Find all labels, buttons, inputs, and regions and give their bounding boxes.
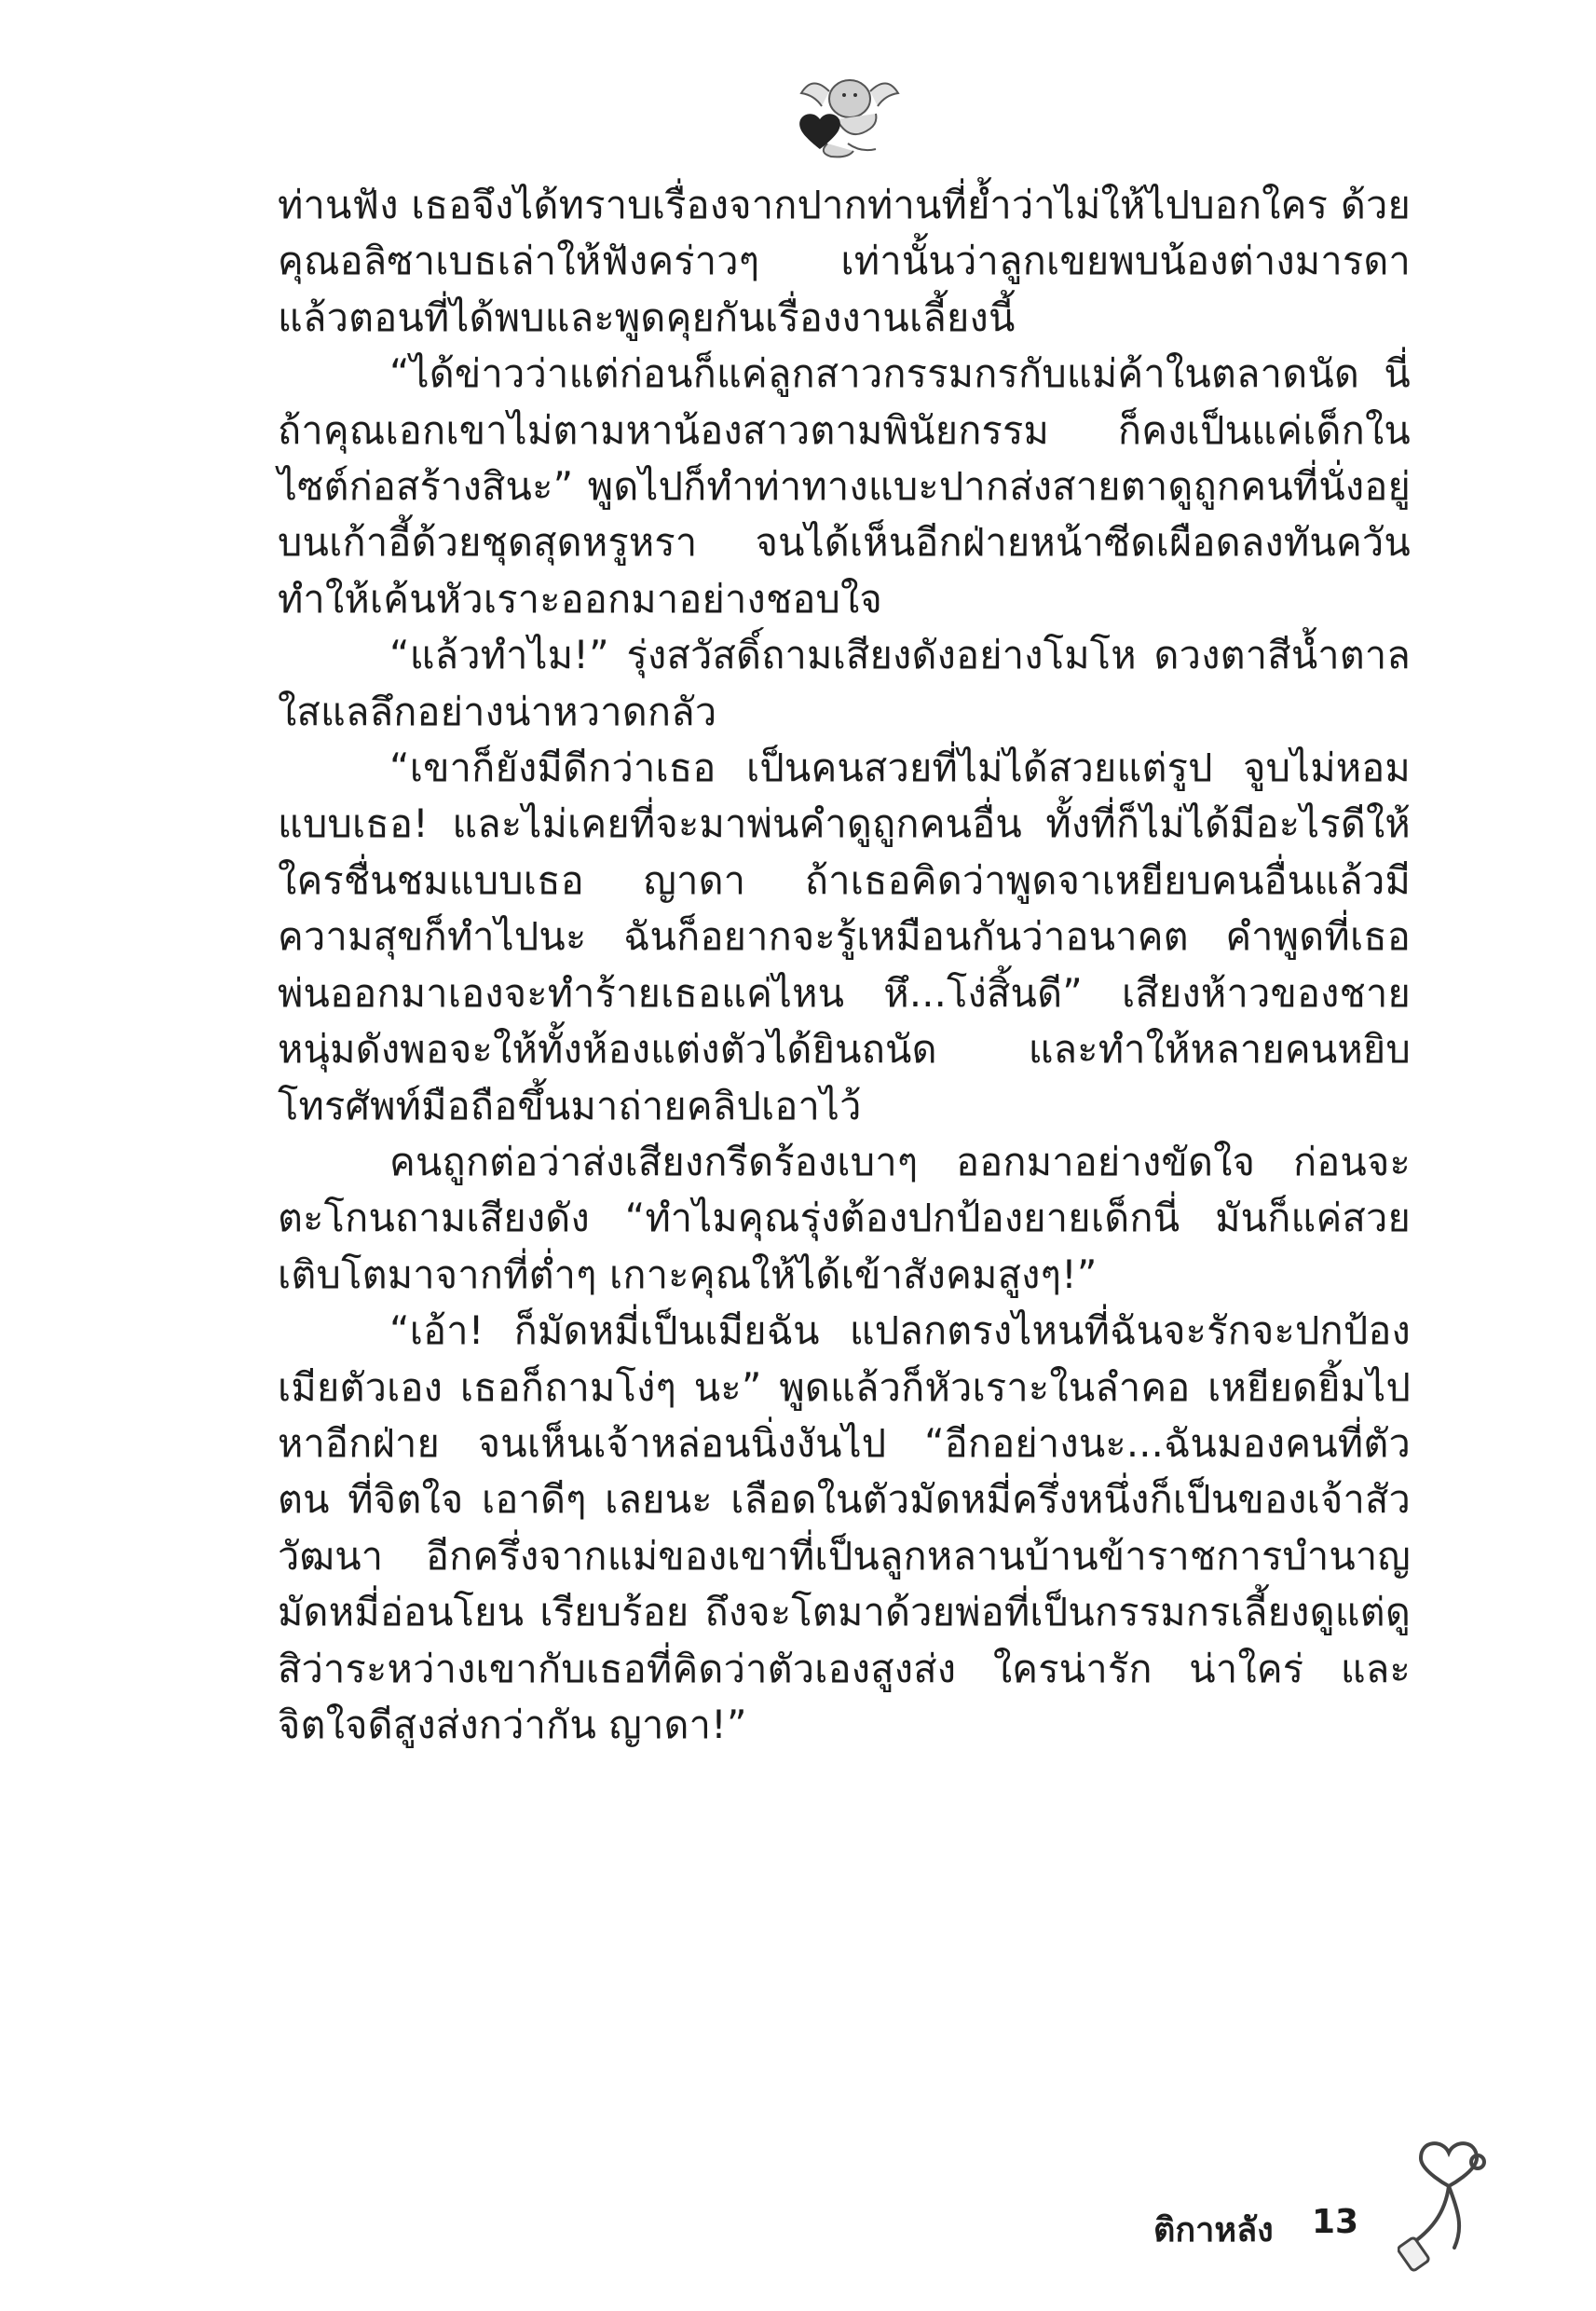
cherub-with-heart-icon xyxy=(783,54,904,166)
paragraph: “แล้วทำไม!” รุ่งสวัสดิ์ถามเสียงดังอย่างโมโห ดวงตาสีน้ำตาลใสแลลึกอย่างน่าหวาดกลัว xyxy=(278,632,1411,734)
paragraph: “เอ้า! ก็มัดหมี่เป็นเมียฉัน แปลกตรงไหนที่ฉันจะรักจะปกป้องเมียตัวเอง เธอก็ถามโง่ๆ นะ” พูดแล้วก็หัวเราะในลำคอ เหยียดยิ้มไปหาอีกฝ่าย จนเห็นเจ้าหล่อนนิ่งงันไป “อีกอย่างนะ...ฉันมองคนที่ตัวตน ที่จิตใจ เอาดีๆ เลยนะ เลือดในตัวมัดหมี่ครึ่งหนึ่งก็เป็นของเจ้าสัววัฒนา อีกครึ่งจากแม่ของเขาที่เป็นลูกหลานบ้านข้าราชการบำนาญมัดหมี่อ่อนโยน เรียบร้อย ถึงจะโตมาด้วยพ่อที่เป็นกรรมกรเลี้ยงดูแต่ดูสิว่าระหว่างเขากับเธอที่คิดว่าตัวเองสูงส่ง ใครน่ารัก น่าใคร่ และจิตใจดีสูงส่งกว่ากัน ญาดา!” xyxy=(278,1307,1411,1747)
page-number: 13 xyxy=(1312,2203,1359,2241)
paragraph: คนถูกต่อว่าส่งเสียงกรีดร้องเบาๆ ออกมาอย่างขัดใจ ก่อนจะตะโกนถามเสียงดัง “ทำไมคุณรุ่งต้องปกป้องยายเด็กนี่ มันก็แค่สวยเติบโตมาจากที่ต่ำๆ เกาะคุณให้ได้เข้าสังคมสูงๆ!” xyxy=(278,1138,1411,1297)
story-body xyxy=(278,177,1411,1753)
stethoscope-heart-icon xyxy=(1398,2115,1500,2274)
paragraph: “เขาก็ยังมีดีกว่าเธอ เป็นคนสวยที่ไม่ได้สวยแต่รูป จูบไม่หอมแบบเธอ! และไม่เคยที่จะมาพ่นคำดูถูกคนอื่น ทั้งที่ก็ไม่ได้มีอะไรดีให้ใครชื่นชมแบบเธอ ญาดา ถ้าเธอคิดว่าพูดจาเหยียบคนอื่นแล้วมีความสุขก็ทำไปนะ ฉันก็อยากจะรู้เหมือนกันว่าอนาคต คำพูดที่เธอพ่นออกมาเองจะทำร้ายเธอแค่ไหน หึ...โง่สิ้นดี” เสียงห้าวของชายหนุ่มดังพอจะให้ทั้งห้องแต่งตัวได้ยินถนัด และทำให้หลายคนหยิบโทรศัพท์มือถือขึ้นมาถ่ายคลิปเอาไว้ xyxy=(278,745,1411,1128)
paragraph: ท่านฟัง เธอจึงได้ทราบเรื่องจากปากท่านที่ย้ำว่าไม่ให้ไปบอกใคร ด้วยคุณอลิซาเบธเล่าให้ฟังคร่าวๆ เท่านั้นว่าลูกเขยพบน้องต่างมารดาแล้วตอนที่ได้พบและพูดคุยกันเรื่องงานเลี้ยงนี้ xyxy=(278,182,1411,340)
paragraph: “ได้ข่าวว่าแต่ก่อนก็แค่ลูกสาวกรรมกรกับแม่ค้าในตลาดนัด นี่ถ้าคุณเอกเขาไม่ตามหาน้องสาวตามพินัยกรรม ก็คงเป็นแค่เด็กในไซต์ก่อสร้างสินะ” พูดไปก็ทำท่าทางแบะปากส่งสายตาดูถูกคนที่นั่งอยู่บนเก้าอี้ด้วยชุดสุดหรูหรา จนได้เห็นอีกฝ่ายหน้าซีดเผือดลงทันควันทำให้เค้นหัวเราะออกมาอย่างชอบใจ xyxy=(278,350,1411,622)
book-title: ติกาหลัง xyxy=(1153,2211,1274,2249)
